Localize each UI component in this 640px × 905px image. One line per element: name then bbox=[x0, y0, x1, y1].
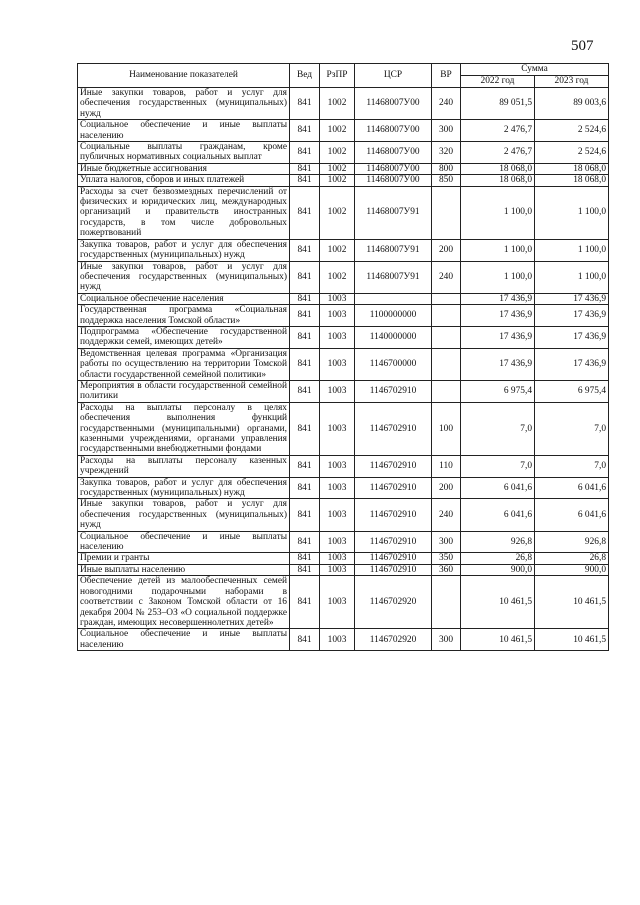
row-csr-cell: 1146702910 bbox=[355, 499, 432, 531]
row-csr-cell: 11468007У00 bbox=[355, 120, 432, 142]
row-sum-2023-cell: 10 461,5 bbox=[535, 576, 609, 629]
row-sum-2023-cell: 7,0 bbox=[535, 402, 609, 455]
row-sum-2022-cell: 17 436,9 bbox=[461, 326, 535, 348]
row-vr-cell: 100 bbox=[432, 402, 461, 455]
table-row bbox=[78, 305, 609, 327]
row-csr-cell: 1146702910 bbox=[355, 564, 432, 575]
row-rzpr-cell: 1003 bbox=[320, 402, 355, 455]
row-sum-2022-cell: 17 436,9 bbox=[461, 293, 535, 304]
row-sum-2022-cell: 7,0 bbox=[461, 402, 535, 455]
row-sum-2022-cell: 2 476,7 bbox=[461, 142, 535, 164]
table-row bbox=[78, 499, 609, 531]
header-rzpr: РзПР bbox=[320, 64, 355, 88]
table-row bbox=[78, 261, 609, 293]
row-vr-cell bbox=[432, 305, 461, 327]
row-name-cell: Подпрограмма «Обеспечение государственной поддержки семей, имеющих детей» bbox=[78, 326, 290, 348]
row-vr-cell: 240 bbox=[432, 261, 461, 293]
row-name-cell: Иные закупки товаров, работ и услуг для обеспечения государственных (муниципальных) нужд bbox=[78, 261, 290, 293]
row-csr-cell: 11468007У00 bbox=[355, 175, 432, 186]
row-sum-2022-cell: 10 461,5 bbox=[461, 576, 535, 629]
row-sum-2023-cell: 6 975,4 bbox=[535, 380, 609, 402]
row-name-cell: Социальные выплаты гражданам, кроме публичных нормативных социальных выплат bbox=[78, 142, 290, 164]
row-csr-cell: 1146702910 bbox=[355, 553, 432, 564]
row-name-cell: Премии и гранты bbox=[78, 553, 290, 564]
row-sum-2023-cell: 89 003,6 bbox=[535, 88, 609, 120]
table-body bbox=[78, 88, 609, 651]
row-rzpr-cell: 1003 bbox=[320, 553, 355, 564]
row-name-cell: Уплата налогов, сборов и иных платежей bbox=[78, 175, 290, 186]
row-rzpr-cell: 1003 bbox=[320, 477, 355, 499]
row-ved-cell: 841 bbox=[290, 261, 320, 293]
row-ved-cell: 841 bbox=[290, 348, 320, 380]
row-sum-2023-cell: 18 068,0 bbox=[535, 163, 609, 174]
row-vr-cell bbox=[432, 326, 461, 348]
header-vr: ВР bbox=[432, 64, 461, 88]
row-sum-2023-cell: 17 436,9 bbox=[535, 293, 609, 304]
row-vr-cell bbox=[432, 380, 461, 402]
row-csr-cell bbox=[355, 293, 432, 304]
row-sum-2023-cell: 1 100,0 bbox=[535, 186, 609, 239]
row-name-cell: Расходы за счет безвозмездных перечислений от физических и юридических лиц, международных организаций и правительств иностранных государств, в том числе добровольных пожертвований bbox=[78, 186, 290, 239]
row-ved-cell: 841 bbox=[290, 175, 320, 186]
row-csr-cell: 1146702910 bbox=[355, 531, 432, 553]
row-csr-cell: 11468007У91 bbox=[355, 186, 432, 239]
row-ved-cell: 841 bbox=[290, 531, 320, 553]
row-vr-cell bbox=[432, 293, 461, 304]
row-ved-cell: 841 bbox=[290, 142, 320, 164]
row-ved-cell: 841 bbox=[290, 88, 320, 120]
table-row bbox=[78, 477, 609, 499]
row-name-cell: Мероприятия в области государственной семейной политики bbox=[78, 380, 290, 402]
row-name-cell: Социальное обеспечение и иные выплаты населению bbox=[78, 531, 290, 553]
row-rzpr-cell: 1002 bbox=[320, 142, 355, 164]
table-row bbox=[78, 120, 609, 142]
table-row bbox=[78, 142, 609, 164]
row-vr-cell: 360 bbox=[432, 564, 461, 575]
row-name-cell: Закупка товаров, работ и услуг для обеспечения государственных (муниципальных) нужд bbox=[78, 477, 290, 499]
row-ved-cell: 841 bbox=[290, 163, 320, 174]
table-row bbox=[78, 175, 609, 186]
row-sum-2022-cell: 1 100,0 bbox=[461, 261, 535, 293]
header-year-2022: 2022 год bbox=[461, 76, 535, 88]
row-name-cell: Иные выплаты населению bbox=[78, 564, 290, 575]
row-vr-cell: 350 bbox=[432, 553, 461, 564]
row-ved-cell: 841 bbox=[290, 629, 320, 651]
row-name-cell: Обеспечение детей из малообеспеченных семей новогодними подарочными наборами в соответствии с Законом Томской области от 16 декабря 2004 № 253–ОЗ «О социальной поддержке граждан, имеющих несовершеннолетних детей» bbox=[78, 576, 290, 629]
table-row bbox=[78, 186, 609, 239]
row-csr-cell: 1146700000 bbox=[355, 348, 432, 380]
row-sum-2022-cell: 900,0 bbox=[461, 564, 535, 575]
row-sum-2022-cell: 10 461,5 bbox=[461, 629, 535, 651]
row-rzpr-cell: 1003 bbox=[320, 380, 355, 402]
row-vr-cell: 200 bbox=[432, 239, 461, 261]
row-ved-cell: 841 bbox=[290, 186, 320, 239]
row-vr-cell: 320 bbox=[432, 142, 461, 164]
row-rzpr-cell: 1003 bbox=[320, 455, 355, 477]
row-sum-2023-cell: 1 100,0 bbox=[535, 239, 609, 261]
row-ved-cell: 841 bbox=[290, 293, 320, 304]
table-row bbox=[78, 380, 609, 402]
table-row bbox=[78, 239, 609, 261]
row-csr-cell: 11468007У00 bbox=[355, 142, 432, 164]
row-sum-2022-cell: 926,8 bbox=[461, 531, 535, 553]
table-row bbox=[78, 455, 609, 477]
row-ved-cell: 841 bbox=[290, 564, 320, 575]
budget-table bbox=[77, 63, 609, 651]
row-sum-2023-cell: 1 100,0 bbox=[535, 261, 609, 293]
table-row bbox=[78, 629, 609, 651]
row-name-cell: Социальное обеспечение и иные выплаты населению bbox=[78, 120, 290, 142]
row-vr-cell: 300 bbox=[432, 120, 461, 142]
row-sum-2022-cell: 6 975,4 bbox=[461, 380, 535, 402]
row-name-cell: Иные закупки товаров, работ и услуг для обеспечения государственных (муниципальных) нужд bbox=[78, 499, 290, 531]
row-csr-cell: 11468007У00 bbox=[355, 163, 432, 174]
row-vr-cell: 200 bbox=[432, 477, 461, 499]
row-vr-cell: 110 bbox=[432, 455, 461, 477]
table-row bbox=[78, 402, 609, 455]
row-sum-2023-cell: 7,0 bbox=[535, 455, 609, 477]
row-rzpr-cell: 1002 bbox=[320, 261, 355, 293]
header-ved: Вед bbox=[290, 64, 320, 88]
row-rzpr-cell: 1002 bbox=[320, 163, 355, 174]
row-sum-2023-cell: 26,8 bbox=[535, 553, 609, 564]
row-vr-cell: 850 bbox=[432, 175, 461, 186]
row-rzpr-cell: 1003 bbox=[320, 499, 355, 531]
row-sum-2022-cell: 6 041,6 bbox=[461, 499, 535, 531]
row-vr-cell: 300 bbox=[432, 629, 461, 651]
row-sum-2022-cell: 18 068,0 bbox=[461, 163, 535, 174]
row-csr-cell: 1140000000 bbox=[355, 326, 432, 348]
row-sum-2023-cell: 6 041,6 bbox=[535, 477, 609, 499]
row-sum-2022-cell: 18 068,0 bbox=[461, 175, 535, 186]
row-name-cell: Социальное обеспечение населения bbox=[78, 293, 290, 304]
table-row bbox=[78, 576, 609, 629]
header-csr: ЦСР bbox=[355, 64, 432, 88]
row-sum-2023-cell: 6 041,6 bbox=[535, 499, 609, 531]
row-sum-2023-cell: 2 524,6 bbox=[535, 120, 609, 142]
header-name: Наименование показателей bbox=[78, 64, 290, 88]
row-sum-2022-cell: 7,0 bbox=[461, 455, 535, 477]
row-ved-cell: 841 bbox=[290, 553, 320, 564]
row-sum-2022-cell: 26,8 bbox=[461, 553, 535, 564]
row-rzpr-cell: 1003 bbox=[320, 348, 355, 380]
row-vr-cell: 800 bbox=[432, 163, 461, 174]
row-name-cell: Закупка товаров, работ и услуг для обеспечения государственных (муниципальных) нужд bbox=[78, 239, 290, 261]
row-ved-cell: 841 bbox=[290, 239, 320, 261]
row-ved-cell: 841 bbox=[290, 455, 320, 477]
row-rzpr-cell: 1003 bbox=[320, 576, 355, 629]
row-csr-cell: 1146702910 bbox=[355, 380, 432, 402]
row-sum-2023-cell: 17 436,9 bbox=[535, 326, 609, 348]
row-sum-2023-cell: 18 068,0 bbox=[535, 175, 609, 186]
row-vr-cell: 300 bbox=[432, 531, 461, 553]
page-number: 507 bbox=[571, 38, 594, 54]
row-vr-cell bbox=[432, 576, 461, 629]
table-row bbox=[78, 163, 609, 174]
header-year-2023: 2023 год bbox=[535, 76, 609, 88]
row-csr-cell: 11468007У91 bbox=[355, 261, 432, 293]
row-name-cell: Расходы на выплаты персоналу в целях обеспечения выполнения функций государственными (муниципальными) органами, казенными учреждениями, органами управления государственными внебюджетными фондами bbox=[78, 402, 290, 455]
header-sum: Сумма bbox=[461, 64, 609, 76]
row-sum-2022-cell: 6 041,6 bbox=[461, 477, 535, 499]
row-name-cell: Иные закупки товаров, работ и услуг для обеспечения государственных (муниципальных) нужд bbox=[78, 88, 290, 120]
table-row bbox=[78, 531, 609, 553]
row-sum-2023-cell: 900,0 bbox=[535, 564, 609, 575]
row-ved-cell: 841 bbox=[290, 402, 320, 455]
row-rzpr-cell: 1002 bbox=[320, 175, 355, 186]
row-rzpr-cell: 1002 bbox=[320, 120, 355, 142]
row-vr-cell bbox=[432, 186, 461, 239]
row-csr-cell: 1146702910 bbox=[355, 455, 432, 477]
row-name-cell: Иные бюджетные ассигнования bbox=[78, 163, 290, 174]
row-sum-2023-cell: 2 524,6 bbox=[535, 142, 609, 164]
table-row bbox=[78, 553, 609, 564]
row-ved-cell: 841 bbox=[290, 499, 320, 531]
row-csr-cell: 1146702920 bbox=[355, 629, 432, 651]
row-rzpr-cell: 1003 bbox=[320, 629, 355, 651]
row-vr-cell bbox=[432, 348, 461, 380]
row-sum-2023-cell: 17 436,9 bbox=[535, 348, 609, 380]
row-rzpr-cell: 1003 bbox=[320, 305, 355, 327]
row-vr-cell: 240 bbox=[432, 88, 461, 120]
row-sum-2022-cell: 2 476,7 bbox=[461, 120, 535, 142]
row-name-cell: Расходы на выплаты персоналу казенных учреждений bbox=[78, 455, 290, 477]
row-rzpr-cell: 1003 bbox=[320, 531, 355, 553]
table-row bbox=[78, 88, 609, 120]
row-ved-cell: 841 bbox=[290, 326, 320, 348]
row-rzpr-cell: 1002 bbox=[320, 186, 355, 239]
row-sum-2023-cell: 10 461,5 bbox=[535, 629, 609, 651]
row-vr-cell: 240 bbox=[432, 499, 461, 531]
row-rzpr-cell: 1003 bbox=[320, 293, 355, 304]
row-csr-cell: 1146702910 bbox=[355, 477, 432, 499]
row-csr-cell: 1146702910 bbox=[355, 402, 432, 455]
row-rzpr-cell: 1002 bbox=[320, 88, 355, 120]
row-csr-cell: 11468007У91 bbox=[355, 239, 432, 261]
row-ved-cell: 841 bbox=[290, 576, 320, 629]
row-ved-cell: 841 bbox=[290, 120, 320, 142]
row-csr-cell: 1100000000 bbox=[355, 305, 432, 327]
table-row bbox=[78, 564, 609, 575]
row-sum-2023-cell: 17 436,9 bbox=[535, 305, 609, 327]
row-name-cell: Ведомственная целевая программа «Организация работы по осуществлению на территории Томской области государственной семейной политики» bbox=[78, 348, 290, 380]
table-row bbox=[78, 326, 609, 348]
row-rzpr-cell: 1002 bbox=[320, 239, 355, 261]
row-csr-cell: 11468007У00 bbox=[355, 88, 432, 120]
row-sum-2023-cell: 926,8 bbox=[535, 531, 609, 553]
row-ved-cell: 841 bbox=[290, 380, 320, 402]
table-row bbox=[78, 348, 609, 380]
row-ved-cell: 841 bbox=[290, 305, 320, 327]
row-rzpr-cell: 1003 bbox=[320, 564, 355, 575]
row-sum-2022-cell: 17 436,9 bbox=[461, 348, 535, 380]
row-name-cell: Социальное обеспечение и иные выплаты населению bbox=[78, 629, 290, 651]
table-row bbox=[78, 293, 609, 304]
row-rzpr-cell: 1003 bbox=[320, 326, 355, 348]
row-csr-cell: 1146702920 bbox=[355, 576, 432, 629]
row-sum-2022-cell: 89 051,5 bbox=[461, 88, 535, 120]
row-sum-2022-cell: 1 100,0 bbox=[461, 239, 535, 261]
row-sum-2022-cell: 17 436,9 bbox=[461, 305, 535, 327]
row-name-cell: Государственная программа «Социальная поддержка населения Томской области» bbox=[78, 305, 290, 327]
row-ved-cell: 841 bbox=[290, 477, 320, 499]
row-sum-2022-cell: 1 100,0 bbox=[461, 186, 535, 239]
